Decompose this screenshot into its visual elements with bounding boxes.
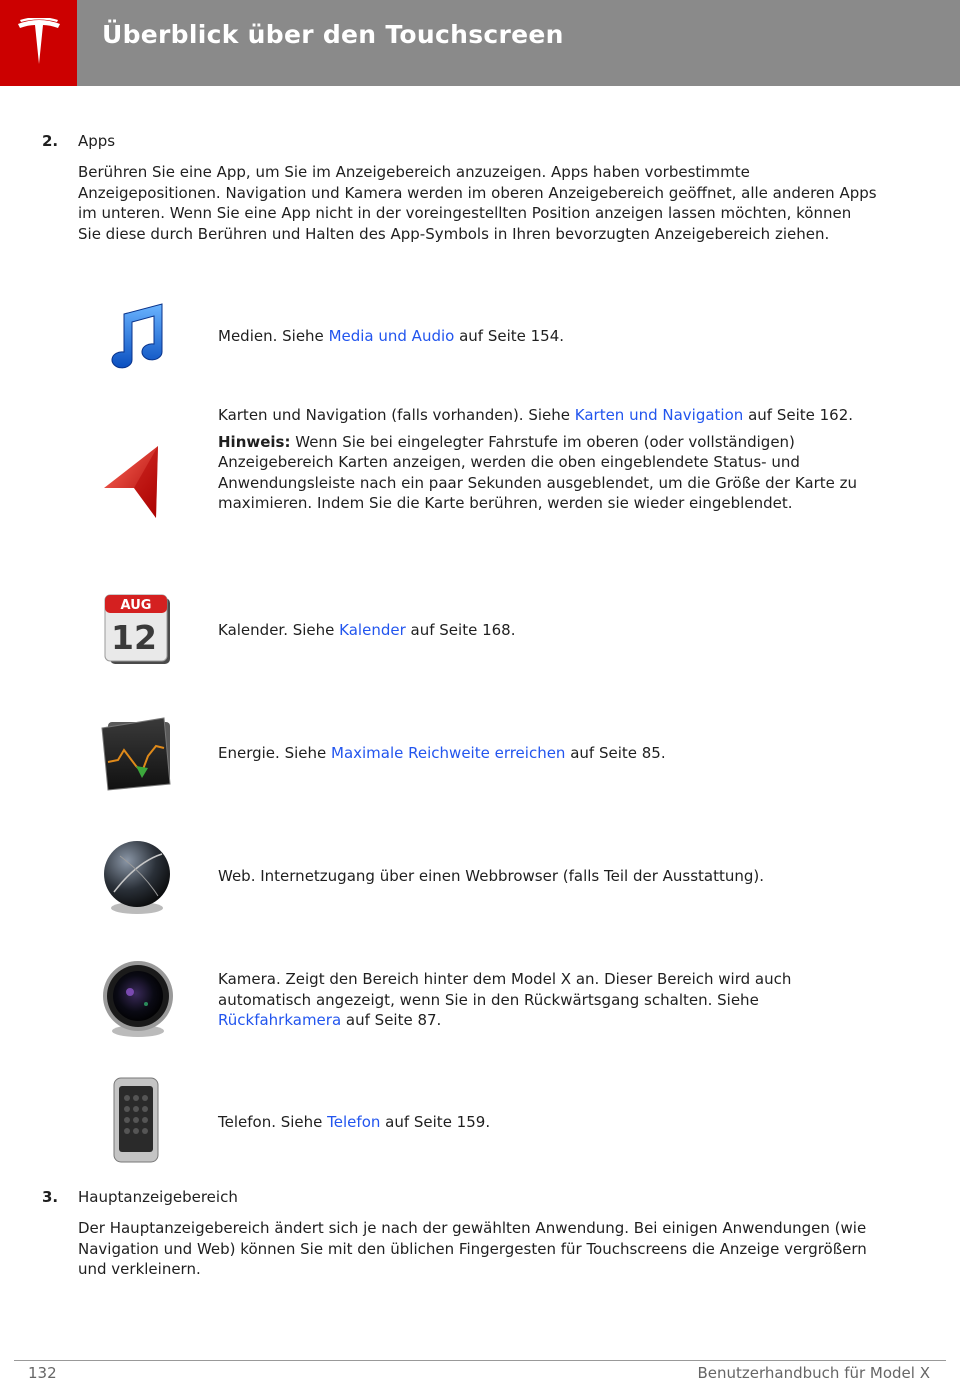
section-description: Der Hauptanzeigebereich ändert sich je nach der gewählten Anwendung. Bei einigen Anwendungen (wie Navigation und Web) können Sie mit den üblichen Fingergesten für Touchscreens die Anzeige vergrößern und verkleinern. <box>78 1219 867 1278</box>
phone-link[interactable]: Telefon <box>327 1113 381 1131</box>
app-calendar-description: Kalender. Siehe Kalender auf Seite 168. <box>218 621 516 639</box>
energy-graph-icon <box>100 716 174 794</box>
calendar-day: 12 <box>111 618 157 657</box>
manual-title: Benutzerhandbuch für Model X <box>697 1364 930 1382</box>
app-maps-description: Karten und Navigation (falls vorhanden). Siehe Karten und Navigation auf Seite 162. Hinweis: Wenn Sie bei eingelegter Fahrstufe im oberen (oder vollständigen) Anzeigebereich Karten anzeigen, werden die oben eingeblendete Status- und Anwendungsleiste nach ein paar Sekunden ausgeblendet, um die Größe der Karte zu maximieren. Indem Sie die Karte berühren, werden sie wieder eingeblendet. <box>218 406 858 512</box>
footer-divider <box>14 1360 946 1361</box>
maps-link[interactable]: Karten und Navigation <box>574 406 744 424</box>
energy-link[interactable]: Maximale Reichweite erreichen <box>331 744 566 762</box>
camera-lens-icon <box>100 958 176 1038</box>
page-number: 132 <box>28 1364 57 1382</box>
calendar-icon <box>100 592 174 668</box>
app-camera-description: Kamera. Zeigt den Bereich hinter dem Model X an. Dieser Bereich wird auch automatisch angezeigt, wenn Sie in den Rückwärtsgang schalten. Siehe Rückfahrkamera auf Seite 87. <box>218 970 792 1029</box>
calendar-month: AUG <box>120 598 152 613</box>
app-web-description: Web. Internetzugang über einen Webbrowser (falls Teil der Ausstattung). <box>218 867 765 885</box>
tesla-logo-icon <box>14 18 64 68</box>
note-label: Hinweis: <box>218 432 291 451</box>
section-number: 3. <box>42 1188 59 1206</box>
section-number: 2. <box>42 132 59 150</box>
logo-box <box>0 0 77 86</box>
media-link[interactable]: Media und Audio <box>328 327 455 345</box>
phone-keypad-icon <box>100 1076 170 1164</box>
page-header <box>0 0 960 86</box>
app-phone-description: Telefon. Siehe Telefon auf Seite 159. <box>218 1113 491 1131</box>
section-title: Hauptanzeigebereich <box>78 1188 238 1206</box>
section-description: Berühren Sie eine App, um Sie im Anzeigebereich anzuzeigen. Apps haben vorbestimmte Anzeigepositionen. Navigation und Kamera werden im oberen Anzeigebereich geöffnet, alle anderen Apps im unteren. Wenn Sie eine App nicht in der voreingestellten Position anzeigen lassen möchten, können Sie diese durch Berühren und Halten des App-Symbols in Ihren bevorzugten Anzeigebereich ziehen. <box>78 163 877 243</box>
section-title: Apps <box>78 132 116 150</box>
navigation-arrow-icon <box>100 444 164 520</box>
globe-icon <box>100 836 174 916</box>
calendar-link[interactable]: Kalender <box>339 621 406 639</box>
music-note-icon <box>100 300 170 374</box>
app-energy-description: Energie. Siehe Maximale Reichweite erreichen auf Seite 85. <box>218 744 666 762</box>
camera-link[interactable]: Rückfahrkamera <box>218 1011 342 1029</box>
note-text: Wenn Sie bei eingelegter Fahrstufe im oberen (oder vollständigen) Anzeigebereich Karten anzeigen, werden die oben eingeblendete Status- und Anwendungsleiste nach ein paar Sekunden ausgeblendet, um die Größe der Karte zu maximieren. Indem Sie die Karte berühren, werden sie wieder eingeblendet. <box>218 432 858 512</box>
page-title: Überblick über den Touchscreen <box>102 20 564 49</box>
app-media-description: Medien. Siehe Media und Audio auf Seite 154. <box>218 327 565 345</box>
